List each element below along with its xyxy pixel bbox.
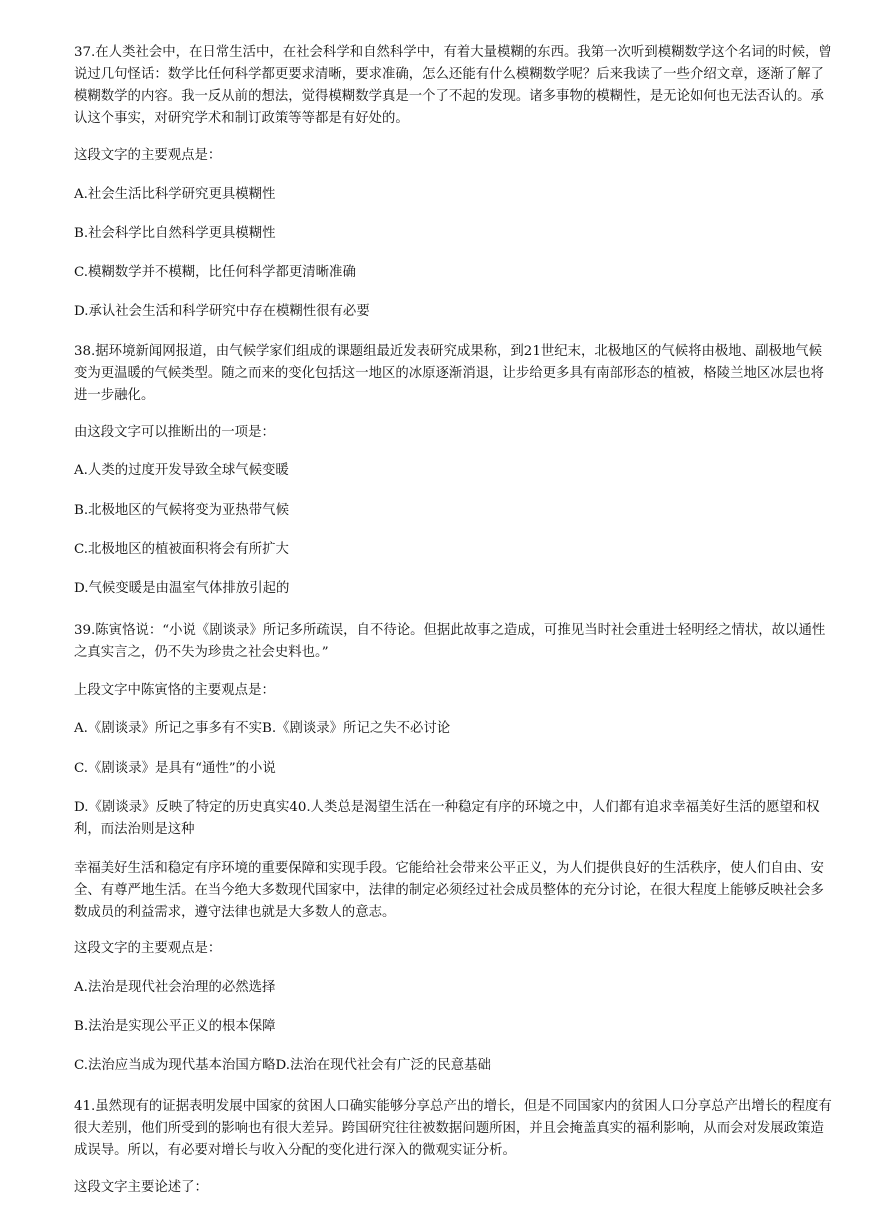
q38-prompt: 由这段文字可以推断出的一项是：: [74, 425, 275, 440]
q40-option-a: A.法治是现代社会治理的必然选择: [74, 980, 276, 995]
q41-prompt: 这段文字主要论述了：: [74, 1180, 208, 1195]
q40-prompt: 这段文字的主要观点是：: [74, 941, 222, 956]
q39-prompt: 上段文字中陈寅恪的主要观点是：: [74, 683, 275, 698]
q38-option-a: A.人类的过度开发导致全球气候变暖: [74, 463, 289, 478]
q39-option-c: C.《剧谈录》是具有“通性”的小说: [74, 761, 276, 776]
q40-option-b: B.法治是实现公平正义的根本保障: [74, 1019, 276, 1034]
q41-stem: 41.虽然现有的证据表明发展中国家的贫困人口确实能够分享总产出的增长，但是不同国家内的贫困人口分享总产出增长的程度有很大差别，他们所受到的影响也有很大差异。跨国研究往往被数据问题所困，并且会掩盖真实的福利影响，从而会对发展政策造成误导。所以，有必要对增长与收入分配的变化进行深入的微观实证分析。: [74, 1099, 832, 1158]
q38-option-c: C.北极地区的植被面积将会有所扩大: [74, 542, 289, 557]
q39-options-ab: A.《剧谈录》所记之事多有不实B.《剧谈录》所记之失不必讨论: [74, 721, 451, 736]
q40-options-cd: C.法治应当成为现代基本治国方略D.法治在现代社会有广泛的民意基础: [74, 1058, 491, 1073]
q38-option-d: D.气候变暖是由温室气体排放引起的: [74, 581, 290, 596]
q38-option-b: B.北极地区的气候将变为亚热带气候: [74, 503, 289, 518]
q37-option-b: B.社会科学比自然科学更具模糊性: [74, 226, 276, 241]
q37-prompt: 这段文字的主要观点是：: [74, 148, 222, 163]
q37-option-a: A.社会生活比科学研究更具模糊性: [74, 187, 276, 202]
q37-option-d: D.承认社会生活和科学研究中存在模糊性很有必要: [74, 304, 370, 319]
q40-stem-continued: 幸福美好生活和稳定有序环境的重要保障和实现手段。它能给社会带来公平正义，为人们提供良好的生活秩序，使人们自由、安全、有尊严地生活。在当今绝大多数现代国家中，法律的制定必须经过社会成员整体的充分讨论，在很大程度上能够反映社会多数成员的利益需求，遵守法律也就是大多数人的意志。: [74, 861, 824, 920]
q38-stem: 38.据环境新闻网报道，由气候学家们组成的课题组最近发表研究成果称，到21世纪末，北极地区的气候将由极地、副极地气候变为更温暖的气候类型。随之而来的变化包括这一地区的冰原逐渐消退，让步给更多具有南部形态的植被，格陵兰地区冰层也将进一步融化。: [74, 344, 824, 403]
q39-option-d-q40-start: D.《剧谈录》反映了特定的历史真实40.人类总是渴望生活在一种稳定有序的环境之中，人们都有追求幸福美好生活的愿望和权利，而法治则是这种: [74, 800, 820, 837]
q37-option-c: C.模糊数学并不模糊，比任何科学都更清晰准确: [74, 265, 356, 280]
q39-stem: 39.陈寅恪说：“小说《剧谈录》所记多所疏误，自不待论。但据此故事之造成，可推见当时社会重进士轻明经之情状，故以通性之真实言之，仍不失为珍贵之社会史料也。”: [74, 623, 826, 660]
q37-stem: 37.在人类社会中，在日常生活中，在社会科学和自然科学中，有着大量模糊的东西。我第一次听到模糊数学这个名词的时候，曾说过几句怪话：数学比任何科学都更要求清晰，要求准确，怎么还能有什么模糊数学呢？后来我读了一些介绍文章，逐渐了解了模糊数学的内容。我一反从前的想法，觉得模糊数学真是一个了不起的发现。诸多事物的模糊性，是无论如何也无法否认的。承认这个事实，对研究学术和制订政策等等都是有好处的。: [74, 45, 832, 126]
